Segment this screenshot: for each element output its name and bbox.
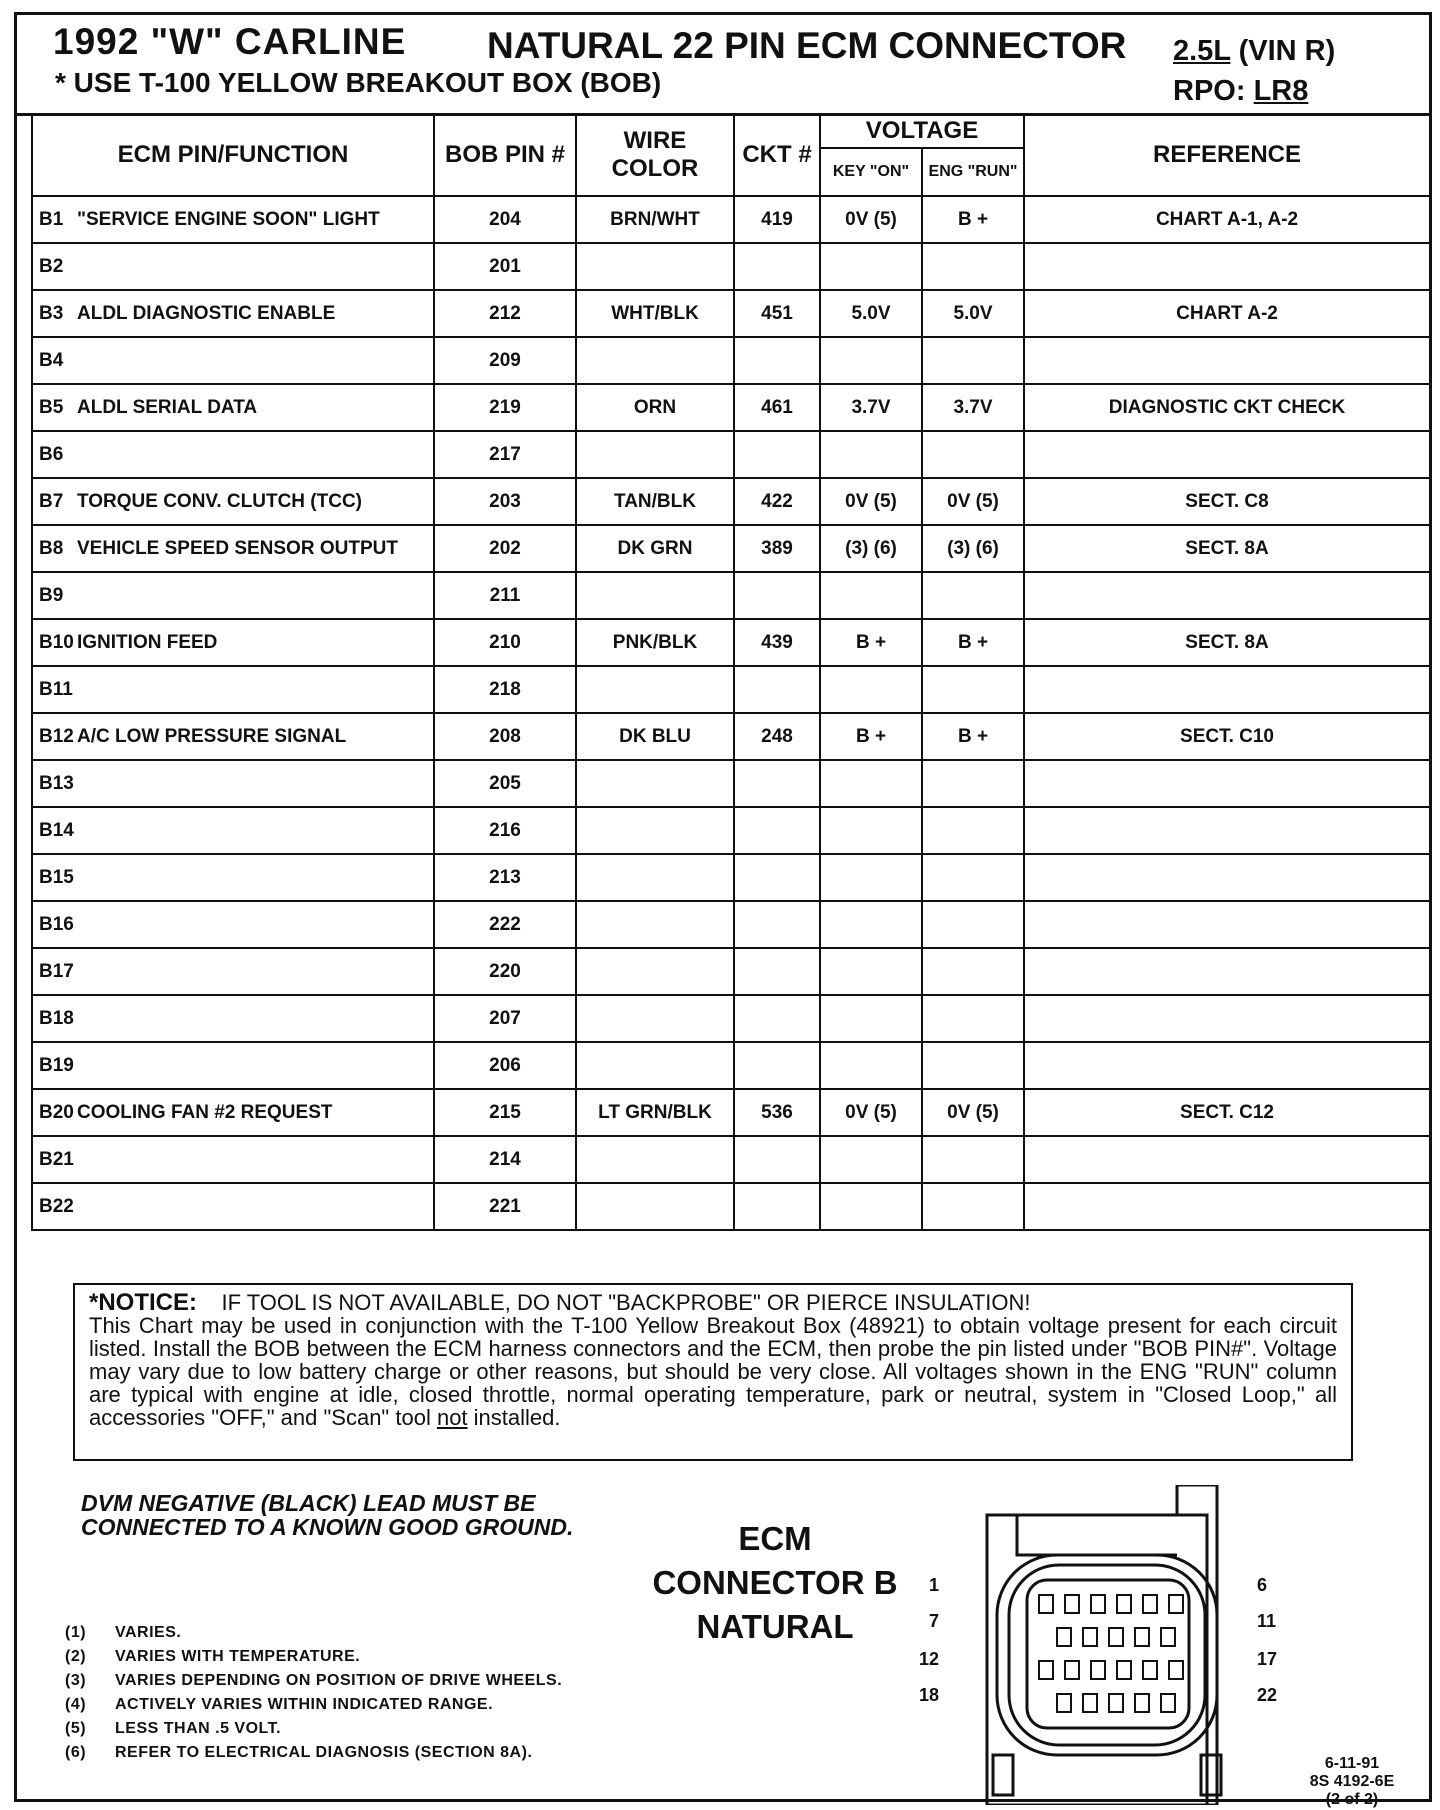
cell-function [32,995,434,1042]
pin-id: B9 [39,584,64,606]
cell-reference: SECT. C8 [1024,478,1430,525]
table-row [32,243,1430,290]
cell-eng-run [922,243,1024,290]
cell-bob-pin: 210 [434,619,576,666]
bob-note: * USE T-100 YELLOW BREAKOUT BOX (BOB) [55,67,662,98]
cell-ckt [734,572,820,619]
col-eng-run: ENG "RUN" [922,148,1024,196]
cell-reference [1024,760,1430,807]
table-row [32,666,1430,713]
cell-eng-run: B + [922,196,1024,243]
cell-wire-color: DK BLU [576,713,734,760]
cell-ckt [734,948,820,995]
connector-label: ECM CONNECTOR B NATURAL [652,1520,898,1645]
cell-wire-color: DK GRN [576,525,734,572]
cell-eng-run [922,431,1024,478]
cell-wire-color [576,901,734,948]
cell-wire-color [576,807,734,854]
cell-ckt [734,1183,820,1230]
pin-id: B18 [39,1007,74,1029]
cell-reference [1024,807,1430,854]
connector-pin-cavity [1057,1694,1071,1712]
dvm-warning: DVM NEGATIVE (BLACK) LEAD MUST BE CONNECTED TO A KNOWN GOOD GROUND. [81,1490,574,1540]
cell-eng-run [922,572,1024,619]
cell-function [32,1089,434,1136]
connector-diagram [977,1485,1237,1805]
connector-pin-cavity [1161,1694,1175,1712]
pin-id: B10 [39,631,74,653]
col-voltage: VOLTAGE [820,114,1024,148]
table-row [32,337,1430,384]
cell-ckt [734,337,820,384]
cell-wire-color [576,666,734,713]
pin-function: VEHICLE SPEED SENSOR OUTPUT [77,537,398,559]
footnote: (2) VARIES WITH TEMPERATURE. [65,1648,361,1665]
cell-eng-run [922,760,1024,807]
pin-id: B1 [39,208,64,230]
pin-label-22: 22 [1257,1685,1278,1705]
cell-eng-run [922,995,1024,1042]
cell-bob-pin: 220 [434,948,576,995]
table-row [32,196,1430,243]
cell-ckt: 451 [734,290,820,337]
cell-reference [1024,337,1430,384]
cell-function [32,478,434,525]
cell-ckt [734,901,820,948]
col-ckt: CKT # [734,114,820,196]
engine-size: 2.5L [1173,35,1231,67]
cell-function [32,1183,434,1230]
cell-reference [1024,1042,1430,1089]
cell-key-on: 0V (5) [820,196,922,243]
col-key-on: KEY "ON" [820,148,922,196]
table-row [32,948,1430,995]
cell-key-on: (3) (6) [820,525,922,572]
cell-ckt [734,807,820,854]
col-reference: REFERENCE [1024,114,1430,196]
cell-ckt [734,1042,820,1089]
cell-reference [1024,995,1430,1042]
cell-key-on [820,901,922,948]
cell-function [32,384,434,431]
connector-pin-cavity [1083,1628,1097,1646]
cell-reference: SECT. C12 [1024,1089,1430,1136]
notice-warning: IF TOOL IS NOT AVAILABLE, DO NOT "BACKPROBE" OR PIERCE INSULATION! [221,1290,1031,1315]
pin-id: B7 [39,490,64,512]
rpo-label: RPO: [1173,75,1246,107]
cell-bob-pin: 203 [434,478,576,525]
cell-ckt: 248 [734,713,820,760]
cell-ckt: 461 [734,384,820,431]
cell-function [32,337,434,384]
table-row [32,713,1430,760]
connector-pin-cavity [1057,1628,1071,1646]
carline-title: 1992 "W" CARLINE [53,21,407,62]
cell-bob-pin: 209 [434,337,576,384]
cell-bob-pin: 201 [434,243,576,290]
cell-reference: SECT. 8A [1024,525,1430,572]
notice-box [73,1283,1353,1461]
cell-eng-run [922,901,1024,948]
table-row [32,807,1430,854]
connector-pin-cavity [1065,1661,1079,1679]
cell-reference [1024,572,1430,619]
cell-key-on [820,1136,922,1183]
cell-eng-run [922,1042,1024,1089]
cell-reference [1024,1183,1430,1230]
cell-ckt [734,431,820,478]
cell-eng-run: 3.7V [922,384,1024,431]
connector-pin-cavity [1169,1595,1183,1613]
cell-ckt: 419 [734,196,820,243]
cell-wire-color [576,1042,734,1089]
cell-function [32,431,434,478]
cell-eng-run [922,1136,1024,1183]
cell-key-on [820,760,922,807]
pin-id: B22 [39,1195,74,1217]
cell-function [32,807,434,854]
cell-reference: SECT. 8A [1024,619,1430,666]
pin-label-7: 7 [929,1611,940,1631]
connector-pin-cavity [1117,1595,1131,1613]
pin-id: B20 [39,1101,74,1123]
col-bob-pin: BOB PIN # [434,114,576,196]
cell-key-on: 0V (5) [820,1089,922,1136]
cell-eng-run: B + [922,713,1024,760]
cell-bob-pin: 221 [434,1183,576,1230]
cell-bob-pin: 204 [434,196,576,243]
cell-bob-pin: 212 [434,290,576,337]
cell-function [32,760,434,807]
engine-spec [1173,35,1335,68]
pin-function: TORQUE CONV. CLUTCH (TCC) [77,490,362,512]
cell-function [32,196,434,243]
col-function: ECM PIN/FUNCTION [32,114,434,196]
pin-function: ALDL DIAGNOSTIC ENABLE [77,302,336,324]
connector-pin-cavity [1143,1595,1157,1613]
cell-reference: CHART A-2 [1024,290,1430,337]
cell-bob-pin: 213 [434,854,576,901]
table-row [32,995,1430,1042]
pin-function: "SERVICE ENGINE SOON" LIGHT [77,208,380,230]
cell-function [32,572,434,619]
pin-label-12: 12 [919,1649,940,1669]
cell-bob-pin: 218 [434,666,576,713]
pin-id: B14 [39,819,74,841]
cell-key-on [820,1183,922,1230]
pin-function: A/C LOW PRESSURE SIGNAL [77,725,347,747]
cell-function [32,713,434,760]
cell-reference: CHART A-1, A-2 [1024,196,1430,243]
table-row [32,572,1430,619]
cell-key-on: 3.7V [820,384,922,431]
footnote: (6) REFER TO ELECTRICAL DIAGNOSIS (SECTION 8A). [65,1744,533,1761]
cell-key-on: B + [820,619,922,666]
col-wire-color: WIRE COLOR [576,114,734,196]
pin-id: B16 [39,913,74,935]
cell-eng-run: B + [922,619,1024,666]
cell-reference [1024,1136,1430,1183]
cell-wire-color: ORN [576,384,734,431]
pin-id: B11 [39,678,73,700]
vin-code: (VIN R) [1238,35,1336,67]
cell-reference [1024,431,1430,478]
rpo-spec [1173,75,1308,108]
connector-pin-cavity [1161,1628,1175,1646]
cell-ckt [734,1136,820,1183]
cell-wire-color [576,760,734,807]
cell-key-on: 0V (5) [820,478,922,525]
cell-eng-run: 0V (5) [922,1089,1024,1136]
connector-pin-cavity [1143,1661,1157,1679]
cell-ckt [734,995,820,1042]
cell-eng-run [922,337,1024,384]
table-row [32,1183,1430,1230]
cell-key-on [820,337,922,384]
cell-bob-pin: 206 [434,1042,576,1089]
pin-id: B4 [39,349,64,371]
pin-id: B8 [39,537,64,559]
cell-bob-pin: 208 [434,713,576,760]
cell-wire-color [576,243,734,290]
cell-eng-run: 5.0V [922,290,1024,337]
cell-function [32,1136,434,1183]
pin-id: B15 [39,866,74,888]
table-row [32,760,1430,807]
connector-pin-cavity [1169,1661,1183,1679]
cell-ckt: 439 [734,619,820,666]
pin-table [31,113,1431,1231]
cell-eng-run: (3) (6) [922,525,1024,572]
cell-key-on: B + [820,713,922,760]
cell-ckt [734,854,820,901]
cell-reference [1024,243,1430,290]
footnote: (3) VARIES DEPENDING ON POSITION OF DRIVE WHEELS. [65,1672,563,1689]
pin-id: B12 [39,725,74,747]
connector-pin-cavity [1091,1595,1105,1613]
pin-id: B6 [39,443,64,465]
cell-wire-color [576,431,734,478]
cell-wire-color [576,1183,734,1230]
cell-eng-run [922,807,1024,854]
connector-pin-cavity [1065,1595,1079,1613]
pin-id: B19 [39,1054,74,1076]
pin-function: COOLING FAN #2 REQUEST [77,1101,333,1123]
cell-function [32,854,434,901]
document-stamp: 6-11-91 8S 4192-6E (2 of 2) [1309,1755,1395,1808]
cell-reference [1024,901,1430,948]
table-row [32,1089,1430,1136]
cell-ckt [734,666,820,713]
footnote: (5) LESS THAN .5 VOLT. [65,1720,282,1737]
pin-function: IGNITION FEED [77,631,218,653]
pin-id: B5 [39,396,64,418]
cell-reference [1024,666,1430,713]
pin-id: B13 [39,772,74,794]
pin-label-1: 1 [929,1575,940,1595]
cell-wire-color [576,854,734,901]
table-row [32,478,1430,525]
cell-function [32,666,434,713]
notice-body: This Chart may be used in conjunction with the T-100 Yellow Breakout Box (48921) to obtain voltage present for each circuit listed. Install the BOB between the ECM harness connectors and the ECM, then probe the pin listed under "BOB PIN#". Voltage may vary due to low battery charge or other reasons, but should be very close. All voltages shown in the ENG "RUN" column are typical with engine at idle, closed throttle, normal operating temperature, park or neutral, system in "Closed Loop," all accessories "OFF," and "Scan" tool not installed. [89,1313,1337,1430]
cell-eng-run [922,948,1024,995]
pin-label-6: 6 [1257,1575,1268,1595]
cell-bob-pin: 205 [434,760,576,807]
table-row [32,290,1430,337]
cell-key-on [820,666,922,713]
cell-function [32,1042,434,1089]
ecm-connector-sheet [14,12,1432,1808]
cell-bob-pin: 202 [434,525,576,572]
connector-title: NATURAL 22 PIN ECM CONNECTOR [487,25,1127,66]
cell-wire-color [576,1136,734,1183]
pin-label-17: 17 [1257,1649,1278,1669]
cell-bob-pin: 217 [434,431,576,478]
connector-pin-cavity [1109,1694,1123,1712]
cell-ckt [734,243,820,290]
cell-function [32,290,434,337]
cell-eng-run [922,1183,1024,1230]
pin-label-11: 11 [1257,1611,1277,1631]
pin-label-18: 18 [919,1685,940,1705]
table-row [32,854,1430,901]
table-row [32,901,1430,948]
cell-key-on [820,572,922,619]
cell-reference [1024,854,1430,901]
connector-pin-cavity [1117,1661,1131,1679]
rpo-value: LR8 [1253,75,1309,107]
cell-bob-pin: 215 [434,1089,576,1136]
table-row [32,1136,1430,1183]
sheet-header [17,15,1429,116]
cell-ckt: 389 [734,525,820,572]
cell-function [32,619,434,666]
cell-reference: DIAGNOSTIC CKT CHECK [1024,384,1430,431]
cell-key-on [820,243,922,290]
cell-wire-color [576,948,734,995]
cell-wire-color: TAN/BLK [576,478,734,525]
cell-function [32,901,434,948]
notice-heading: *NOTICE: [89,1289,197,1316]
table-row [32,619,1430,666]
cell-key-on [820,1042,922,1089]
connector-pin-cavity [1039,1595,1053,1613]
connector-pin-cavity [1135,1628,1149,1646]
cell-function [32,948,434,995]
cell-wire-color [576,337,734,384]
cell-bob-pin: 207 [434,995,576,1042]
cell-wire-color [576,995,734,1042]
cell-key-on [820,854,922,901]
cell-eng-run [922,666,1024,713]
table-row [32,384,1430,431]
cell-wire-color: BRN/WHT [576,196,734,243]
cell-wire-color: WHT/BLK [576,290,734,337]
cell-bob-pin: 211 [434,572,576,619]
table-row [32,431,1430,478]
cell-eng-run: 0V (5) [922,478,1024,525]
cell-reference [1024,948,1430,995]
table-row [32,525,1430,572]
cell-bob-pin: 214 [434,1136,576,1183]
footnote: (4) ACTIVELY VARIES WITHIN INDICATED RANGE. [65,1696,494,1713]
cell-key-on [820,431,922,478]
connector-pin-cavity [1135,1694,1149,1712]
cell-bob-pin: 216 [434,807,576,854]
connector-pin-cavity [1091,1661,1105,1679]
cell-ckt: 422 [734,478,820,525]
pin-function: ALDL SERIAL DATA [77,396,258,418]
cell-wire-color: LT GRN/BLK [576,1089,734,1136]
footnote: (1) VARIES. [65,1624,182,1641]
pin-id: B21 [39,1148,74,1170]
connector-pin-cavity [1039,1661,1053,1679]
cell-key-on [820,948,922,995]
cell-bob-pin: 219 [434,384,576,431]
table-row [32,1042,1430,1089]
cell-bob-pin: 222 [434,901,576,948]
cell-key-on [820,807,922,854]
cell-ckt [734,760,820,807]
pin-id: B17 [39,960,74,982]
cell-eng-run [922,854,1024,901]
connector-pin-cavity [1083,1694,1097,1712]
connector-pin-cavity [1109,1628,1123,1646]
cell-wire-color [576,572,734,619]
cell-ckt: 536 [734,1089,820,1136]
footnotes [65,1621,562,1765]
cell-function [32,525,434,572]
cell-key-on: 5.0V [820,290,922,337]
cell-reference: SECT. C10 [1024,713,1430,760]
cell-key-on [820,995,922,1042]
pin-id: B3 [39,302,64,324]
pin-id: B2 [39,255,64,277]
cell-function [32,243,434,290]
cell-wire-color: PNK/BLK [576,619,734,666]
